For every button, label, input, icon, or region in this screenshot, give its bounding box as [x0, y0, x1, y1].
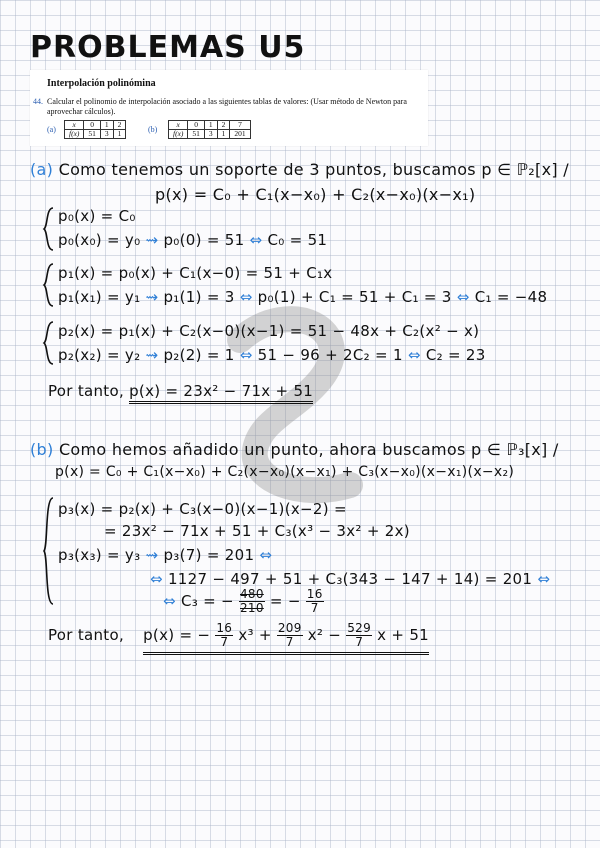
- fraction-denominator: 7: [355, 635, 364, 649]
- table-cell: f(x): [65, 130, 84, 139]
- fraction-denominator: 7: [220, 635, 229, 649]
- fraction: [346, 622, 372, 649]
- iff-icon: ⇔: [259, 546, 273, 564]
- table-cell: 201: [230, 130, 250, 139]
- fraction: [306, 588, 324, 615]
- arrow-icon: ⇝: [145, 231, 159, 249]
- part-b-intro-text: Como hemos añadido un punto, ahora buscamos p ∈ ℙ₃[x] /: [58, 440, 559, 459]
- arrow-icon: ⇝: [145, 288, 159, 306]
- fraction: [239, 588, 265, 615]
- table-cell: 1: [204, 121, 217, 130]
- table-cell: 51: [84, 130, 101, 139]
- table-cell: 2: [113, 121, 126, 130]
- part-b-line4: [150, 570, 550, 588]
- brace: [42, 206, 56, 252]
- step3-line1: p₂(x) = p₁(x) + C₂(x−0)(x−1) = 51 − 48x + C₂(x² − x): [58, 322, 480, 340]
- problem-text: Calcular el polinomio de interpolación asociado a las siguientes tablas de valores: (Usar método de Newton para aprovechar cálculos).: [47, 97, 407, 116]
- brace: [42, 320, 56, 366]
- table-cell: 1: [113, 130, 126, 139]
- problem-number: 44.: [33, 97, 43, 106]
- part-a-result: p(x) = 23x² − 71x + 51: [129, 382, 313, 404]
- iff-icon: ⇔: [249, 231, 263, 249]
- table-a-label: (a): [47, 125, 56, 134]
- part-b-line5: [163, 588, 324, 615]
- part-b-general-form: p(x) = C₀ + C₁(x−x₀) + C₂(x−x₀)(x−x₁) + C₃(x−x₀)(x−x₁)(x−x₂): [55, 464, 515, 480]
- part-b-label: (b): [30, 440, 54, 459]
- brace: [42, 496, 56, 606]
- iff-icon: ⇔: [537, 570, 551, 588]
- iff-icon: ⇔: [239, 288, 253, 306]
- part-a-general-form: p(x) = C₀ + C₁(x−x₀) + C₂(x−x₀)(x−x₁): [155, 185, 476, 204]
- table-cell: 3: [204, 130, 217, 139]
- step3-condition: p₂(x₂) = y₂: [58, 346, 141, 364]
- result-lead: p(x) = −: [143, 626, 211, 644]
- fraction-numerator: 209: [277, 621, 302, 635]
- step2-eval: p₁(1) = 3: [163, 288, 235, 306]
- fraction-numerator: 16: [306, 587, 323, 601]
- fraction: [215, 622, 233, 649]
- step3-eval: p₂(2) = 1: [163, 346, 235, 364]
- part-a-label: (a): [30, 160, 54, 179]
- part-b-result: [143, 622, 429, 655]
- part-b-intro: [30, 440, 559, 459]
- step1-line2: [58, 231, 327, 249]
- table-cell: 3: [100, 130, 113, 139]
- result-term: x³ +: [238, 626, 272, 644]
- table-cell: f(x): [169, 130, 188, 139]
- arrow-icon: ⇝: [145, 546, 159, 564]
- arrow-icon: ⇝: [145, 346, 159, 364]
- table-a: [64, 120, 126, 139]
- part-b-conclusion: [48, 622, 429, 655]
- c3-label: C₃ = −: [180, 592, 234, 610]
- result-term: x² −: [307, 626, 342, 644]
- step1-result: C₀ = 51: [267, 231, 328, 249]
- table-cell: 7: [230, 121, 250, 130]
- table-cell: 51: [188, 130, 205, 139]
- page-title: PROBLEMAS U5: [30, 30, 306, 65]
- result-term: x + 51: [377, 626, 430, 644]
- fraction-denominator: 7: [310, 601, 319, 615]
- step2-line2: [58, 288, 547, 306]
- part-b-line3: [58, 546, 272, 564]
- table-cell: x: [169, 121, 188, 130]
- part-b-condition: p₃(x₃) = y₃: [58, 546, 141, 564]
- table-cell: 2: [217, 121, 230, 130]
- table-cell: x: [65, 121, 84, 130]
- step3-line2: [58, 346, 486, 364]
- step2-line1: p₁(x) = p₀(x) + C₁(x−0) = 51 + C₁x: [58, 264, 333, 282]
- iff-icon: ⇔: [407, 346, 421, 364]
- iff-icon: ⇔: [150, 570, 163, 588]
- part-b-eval: p₃(7) = 201: [163, 546, 255, 564]
- part-a-intro: [30, 160, 569, 179]
- conclusion-prefix: Por tanto,: [48, 626, 125, 644]
- step2-expand: p₀(1) + C₁ = 51 + C₁ = 3: [257, 288, 452, 306]
- fraction-numerator: 16: [216, 621, 233, 635]
- part-a-intro-text: Como tenemos un soporte de 3 puntos, buscamos p ∈ ℙ₂[x] /: [58, 160, 569, 179]
- iff-icon: ⇔: [163, 592, 176, 610]
- fraction-denominator: 7: [285, 635, 294, 649]
- section-heading: Interpolación polinómina: [47, 78, 156, 89]
- table-cell: 1: [100, 121, 113, 130]
- brace: [42, 262, 56, 308]
- part-a-conclusion: [48, 382, 313, 400]
- step3-result: C₂ = 23: [425, 346, 486, 364]
- equals: = −: [269, 592, 301, 610]
- fraction-numerator: 529: [347, 621, 372, 635]
- part-b-expand: 1127 − 497 + 51 + C₃(343 − 147 + 14) = 201: [167, 570, 533, 588]
- table-cell: 0: [188, 121, 205, 130]
- fraction: [277, 622, 303, 649]
- step1-eval: p₀(0) = 51: [163, 231, 245, 249]
- problem-statement: [30, 70, 428, 146]
- fraction-denominator: 210: [240, 601, 264, 615]
- iff-icon: ⇔: [239, 346, 253, 364]
- table-b: [168, 120, 251, 139]
- fraction-numerator: 480: [240, 587, 264, 601]
- step2-result: C₁ = −48: [474, 288, 548, 306]
- table-cell: 0: [84, 121, 101, 130]
- step1-line1: p₀(x) = C₀: [58, 207, 136, 225]
- table-b-label: (b): [148, 125, 158, 134]
- conclusion-prefix: Por tanto,: [48, 382, 125, 400]
- part-b-line1: p₃(x) = p₂(x) + C₃(x−0)(x−1)(x−2) =: [58, 500, 347, 518]
- step2-condition: p₁(x₁) = y₁: [58, 288, 141, 306]
- step1-condition: p₀(x₀) = y₀: [58, 231, 141, 249]
- step3-expand: 51 − 96 + 2C₂ = 1: [257, 346, 403, 364]
- part-b-line2: = 23x² − 71x + 51 + C₃(x³ − 3x² + 2x): [104, 522, 410, 540]
- iff-icon: ⇔: [456, 288, 470, 306]
- table-cell: 1: [217, 130, 230, 139]
